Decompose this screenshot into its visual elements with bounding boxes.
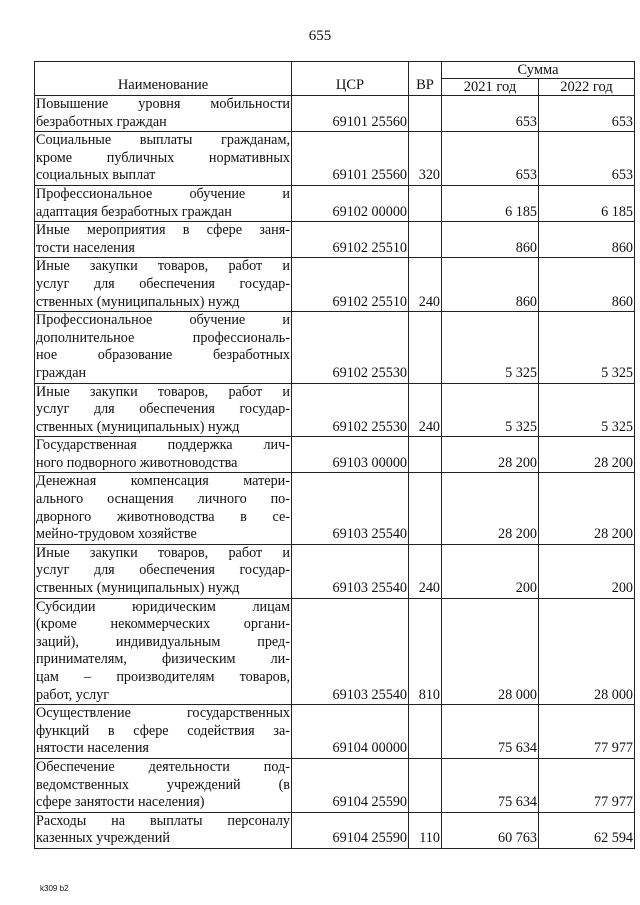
row-amount-2021: 6 185	[442, 185, 539, 221]
row-name-line: принимателям, физическим ли-	[36, 651, 290, 668]
row-name	[35, 598, 292, 705]
row-vr	[409, 312, 442, 383]
row-name-line: функций в сфере содействия за-	[36, 722, 290, 739]
row-name-line: (кроме некоммерческих органи-	[36, 616, 290, 633]
row-name-line: ственных (муниципальных) нужд	[36, 580, 240, 597]
row-csr: 69104 25590	[292, 758, 409, 812]
row-vr	[409, 437, 442, 473]
row-name-line: ственных (муниципальных) нужд	[36, 293, 240, 310]
header-csr: ЦСР	[292, 62, 409, 96]
row-name-line: безработных граждан	[36, 113, 167, 130]
row-amount-2022: 860	[539, 222, 635, 258]
row-amount-2021: 200	[442, 544, 539, 598]
table-row	[35, 185, 635, 221]
table-row	[35, 96, 635, 132]
row-name-line: Государственная поддержка лич-	[36, 437, 290, 454]
row-amount-2022: 200	[539, 544, 635, 598]
table-row	[35, 812, 635, 848]
row-amount-2021: 28 200	[442, 473, 539, 544]
page-number: 655	[308, 28, 332, 44]
row-name	[35, 383, 292, 437]
header-name: Наименование	[35, 62, 292, 96]
header-year-2022: 2022 год	[539, 79, 635, 96]
row-csr: 69101 25560	[292, 96, 409, 132]
row-amount-2022: 28 200	[539, 473, 635, 544]
footer-code: k309 b2	[40, 884, 69, 893]
row-name-line: нятости населения	[36, 740, 149, 757]
row-amount-2022: 28 000	[539, 598, 635, 705]
table-row	[35, 598, 635, 705]
row-name-line: дополнительное профессиональ-	[36, 329, 290, 346]
row-csr: 69103 00000	[292, 437, 409, 473]
row-name	[35, 812, 292, 848]
row-vr	[409, 758, 442, 812]
row-name-line: Субсидии юридическим лицам	[36, 598, 290, 615]
row-amount-2022: 5 325	[539, 383, 635, 437]
table-row	[35, 758, 635, 812]
row-vr	[409, 705, 442, 759]
row-csr: 69102 25510	[292, 258, 409, 312]
row-name-line: услуг для обеспечения государ-	[36, 401, 290, 418]
row-csr: 69104 00000	[292, 705, 409, 759]
row-name-line: кроме публичных нормативных	[36, 149, 290, 166]
table-body	[35, 96, 635, 849]
row-name	[35, 222, 292, 258]
row-name-line: ственных (муниципальных) нужд	[36, 418, 240, 435]
row-amount-2021: 60 763	[442, 812, 539, 848]
row-name-line: Денежная компенсация матери-	[36, 473, 290, 490]
table-row	[35, 437, 635, 473]
table-row	[35, 473, 635, 544]
row-name-line: услуг для обеспечения государ-	[36, 562, 290, 579]
row-amount-2021: 5 325	[442, 383, 539, 437]
row-name-line: Иные закупки товаров, работ и	[36, 258, 290, 275]
row-vr	[409, 96, 442, 132]
row-name-line: Расходы на выплаты персоналу	[36, 812, 290, 829]
row-name	[35, 185, 292, 221]
row-name-line: Осуществление государственных	[36, 705, 290, 722]
row-name-line: сфере занятости населения)	[36, 794, 205, 811]
row-name-line: Профессиональное обучение и	[36, 312, 290, 329]
header-vr: ВР	[409, 62, 442, 96]
row-name	[35, 758, 292, 812]
table-row	[35, 312, 635, 383]
row-amount-2021: 653	[442, 132, 539, 186]
row-name-line: цам – производителям товаров,	[36, 669, 290, 685]
row-name-line: Обеспечение деятельности под-	[36, 758, 290, 775]
header-year-2021: 2021 год	[442, 79, 539, 96]
table-row	[35, 383, 635, 437]
row-csr: 69101 25560	[292, 132, 409, 186]
row-name-line: Иные мероприятия в сфере заня-	[36, 222, 290, 239]
row-name	[35, 312, 292, 383]
row-csr: 69102 25510	[292, 222, 409, 258]
row-amount-2022: 77 977	[539, 758, 635, 812]
row-csr: 69102 00000	[292, 185, 409, 221]
row-csr: 69102 25530	[292, 383, 409, 437]
row-name-line: ального оснащения личного по-	[36, 491, 290, 508]
row-name-line: ного подворного животноводства	[36, 454, 238, 471]
row-name-line: дворного животноводства в се-	[36, 508, 290, 525]
row-name-line: заций), индивидуальным пред-	[36, 633, 290, 650]
row-amount-2022: 860	[539, 258, 635, 312]
row-vr: 810	[409, 598, 442, 705]
row-amount-2022: 6 185	[539, 185, 635, 221]
row-vr: 240	[409, 258, 442, 312]
row-amount-2022: 653	[539, 96, 635, 132]
table-row	[35, 222, 635, 258]
row-name-line: социальных выплат	[36, 167, 156, 184]
row-amount-2021: 28 000	[442, 598, 539, 705]
row-name-line: Повышение уровня мобильности	[36, 96, 290, 112]
row-amount-2021: 5 325	[442, 312, 539, 383]
row-name-line: тости населения	[36, 239, 135, 256]
row-vr	[409, 222, 442, 258]
table-row	[35, 132, 635, 186]
row-amount-2021: 28 200	[442, 437, 539, 473]
row-csr: 69103 25540	[292, 598, 409, 705]
row-name-line: ведомственных учреждений (в	[36, 776, 290, 793]
row-name	[35, 544, 292, 598]
row-csr: 69103 25540	[292, 473, 409, 544]
header-sum: Сумма	[442, 62, 635, 79]
row-csr: 69104 25590	[292, 812, 409, 848]
row-csr: 69102 25530	[292, 312, 409, 383]
row-name	[35, 258, 292, 312]
row-name-line: Профессиональное обучение и	[36, 185, 290, 202]
row-name-line: адаптация безработных граждан	[36, 203, 232, 220]
row-name-line: Иные закупки товаров, работ и	[36, 544, 290, 561]
row-name-line: работ, услуг	[36, 686, 110, 703]
row-amount-2021: 860	[442, 222, 539, 258]
row-name-line: Социальные выплаты гражданам,	[36, 132, 290, 149]
budget-table	[34, 61, 635, 849]
row-csr: 69103 25540	[292, 544, 409, 598]
row-amount-2021: 653	[442, 96, 539, 132]
row-name-line: ное образование безработных	[36, 347, 290, 364]
row-vr: 320	[409, 132, 442, 186]
row-amount-2022: 653	[539, 132, 635, 186]
row-amount-2021: 75 634	[442, 758, 539, 812]
table-row	[35, 705, 635, 759]
row-vr: 240	[409, 544, 442, 598]
row-amount-2022: 77 977	[539, 705, 635, 759]
row-amount-2021: 75 634	[442, 705, 539, 759]
row-name-line: мейно-трудовом хозяйстве	[36, 526, 197, 543]
row-name-line: граждан	[36, 364, 87, 381]
row-name	[35, 132, 292, 186]
row-name	[35, 96, 292, 132]
row-name	[35, 473, 292, 544]
row-vr	[409, 473, 442, 544]
row-name	[35, 705, 292, 759]
row-name	[35, 437, 292, 473]
table-row	[35, 544, 635, 598]
row-name-line: услуг для обеспечения государ-	[36, 275, 290, 292]
row-vr: 110	[409, 812, 442, 848]
row-amount-2022: 5 325	[539, 312, 635, 383]
row-vr	[409, 185, 442, 221]
row-vr: 240	[409, 383, 442, 437]
row-name-line: казенных учреждений	[36, 830, 170, 847]
table-row	[35, 258, 635, 312]
row-amount-2022: 28 200	[539, 437, 635, 473]
row-name-line: Иные закупки товаров, работ и	[36, 383, 290, 400]
row-amount-2022: 62 594	[539, 812, 635, 848]
row-amount-2021: 860	[442, 258, 539, 312]
